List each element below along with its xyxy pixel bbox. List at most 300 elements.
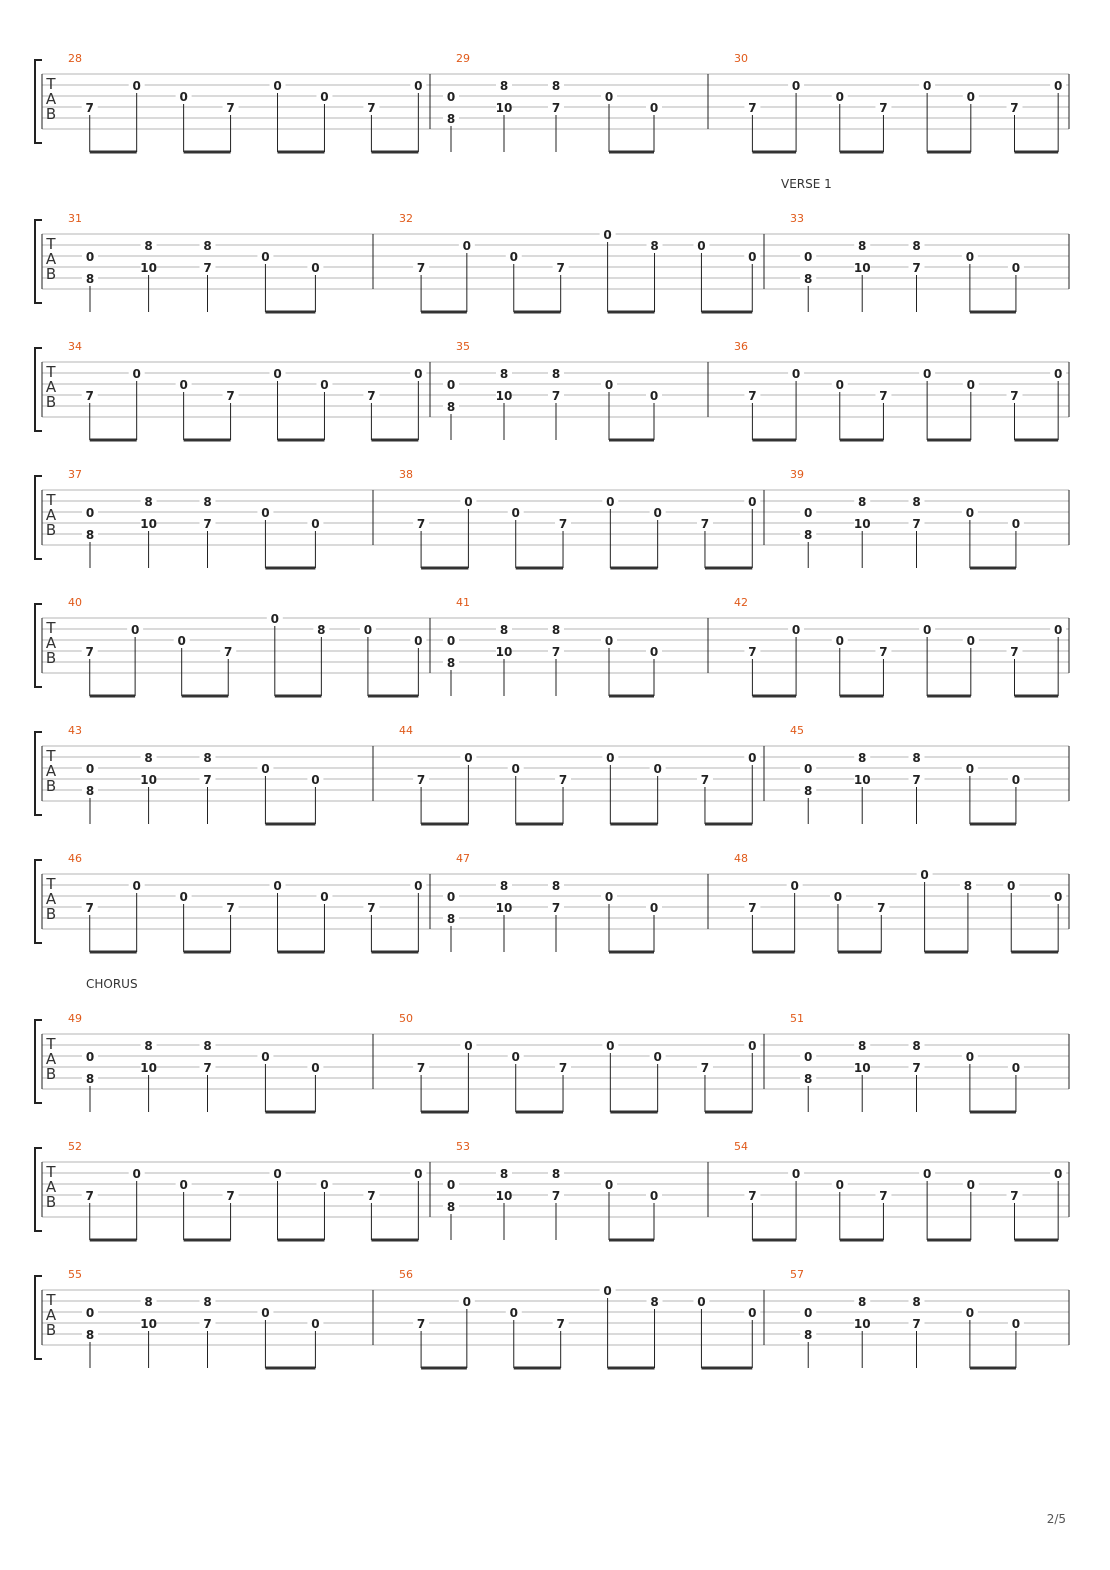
tab-system bbox=[35, 724, 1069, 824]
measure-number: 57 bbox=[790, 1268, 804, 1281]
fret-number: 0 bbox=[649, 645, 659, 659]
measure-number: 42 bbox=[734, 596, 748, 609]
fret-number: 0 bbox=[653, 1050, 662, 1064]
fret-number: 8 bbox=[446, 656, 456, 670]
tab-clef-letter: B bbox=[45, 393, 57, 411]
fret-number: 10 bbox=[853, 1061, 871, 1075]
fret-number: 0 bbox=[804, 1306, 813, 1320]
fret-number: 0 bbox=[604, 378, 614, 392]
fret-number: 8 bbox=[912, 239, 921, 253]
fret-number: 0 bbox=[311, 517, 320, 531]
measure-number: 49 bbox=[68, 1012, 82, 1025]
fret-number: 0 bbox=[1011, 1061, 1021, 1075]
measure-number: 43 bbox=[68, 724, 82, 737]
fret-number: 10 bbox=[140, 261, 157, 275]
fret-number: 10 bbox=[495, 389, 513, 403]
fret-number: 0 bbox=[446, 378, 456, 392]
fret-number: 8 bbox=[317, 623, 326, 637]
fret-number: 7 bbox=[1010, 389, 1019, 403]
fret-number: 8 bbox=[85, 528, 95, 542]
fret-number: 0 bbox=[965, 250, 975, 264]
fret-number: 7 bbox=[556, 261, 565, 275]
system-bracket bbox=[35, 732, 42, 815]
system-bracket bbox=[35, 348, 42, 431]
fret-number: 10 bbox=[495, 645, 513, 659]
tab-clef-letter: A bbox=[45, 378, 57, 396]
fret-number: 7 bbox=[1010, 645, 1019, 659]
fret-number: 8 bbox=[203, 1039, 212, 1053]
tab-clef-letter: B bbox=[45, 265, 57, 283]
fret-number: 8 bbox=[551, 623, 561, 637]
fret-number: 8 bbox=[499, 623, 509, 637]
fret-number: 0 bbox=[653, 506, 662, 520]
fret-number: 7 bbox=[367, 389, 376, 403]
fret-number: 0 bbox=[748, 1039, 757, 1053]
tab-clef-letter: A bbox=[45, 90, 57, 108]
fret-number: 0 bbox=[179, 1178, 188, 1192]
fret-number: 8 bbox=[203, 1295, 212, 1309]
fret-number: 0 bbox=[464, 1039, 473, 1053]
fret-number: 7 bbox=[700, 517, 710, 531]
measure-number: 33 bbox=[790, 212, 804, 225]
fret-number: 7 bbox=[226, 901, 235, 915]
fret-number: 7 bbox=[748, 101, 757, 115]
fret-number: 7 bbox=[748, 901, 757, 915]
measure-number: 46 bbox=[68, 852, 82, 865]
fret-number: 0 bbox=[132, 1167, 141, 1181]
fret-number: 7 bbox=[226, 101, 235, 115]
fret-number: 7 bbox=[551, 389, 561, 403]
system-bracket bbox=[35, 220, 42, 303]
fret-number: 8 bbox=[912, 1039, 921, 1053]
fret-number: 0 bbox=[965, 1306, 975, 1320]
fret-number: 7 bbox=[912, 1317, 921, 1331]
fret-number: 0 bbox=[509, 250, 518, 264]
tab-clef-letter: A bbox=[45, 1178, 57, 1196]
fret-number: 8 bbox=[499, 879, 509, 893]
fret-number: 0 bbox=[446, 890, 456, 904]
fret-number: 7 bbox=[879, 1189, 888, 1203]
fret-number: 0 bbox=[320, 378, 329, 392]
fret-number: 10 bbox=[495, 901, 513, 915]
fret-number: 0 bbox=[603, 1284, 612, 1298]
tab-systems bbox=[35, 52, 1069, 1368]
tab-system bbox=[35, 1268, 1069, 1368]
fret-number: 8 bbox=[858, 1295, 867, 1309]
fret-number: 0 bbox=[606, 751, 615, 765]
fret-number: 7 bbox=[912, 517, 921, 531]
system-bracket bbox=[35, 60, 42, 143]
fret-number: 0 bbox=[965, 762, 975, 776]
fret-number: 0 bbox=[273, 1167, 282, 1181]
tab-clef-letter: B bbox=[45, 105, 57, 123]
fret-number: 7 bbox=[203, 517, 212, 531]
measure-number: 38 bbox=[399, 468, 413, 481]
fret-number: 0 bbox=[414, 634, 423, 648]
fret-number: 0 bbox=[85, 1306, 95, 1320]
tab-clef-letter: T bbox=[46, 491, 56, 509]
fret-number: 0 bbox=[132, 879, 141, 893]
fret-number: 0 bbox=[922, 623, 932, 637]
system-bracket bbox=[35, 476, 42, 559]
fret-number: 0 bbox=[966, 634, 975, 648]
fret-number: 8 bbox=[446, 112, 456, 126]
measure-number: 48 bbox=[734, 852, 748, 865]
fret-number: 0 bbox=[653, 762, 662, 776]
tab-clef-letter: B bbox=[45, 1193, 57, 1211]
fret-number: 0 bbox=[464, 751, 473, 765]
fret-number: 0 bbox=[966, 1178, 975, 1192]
tab-clef-letter: T bbox=[46, 363, 56, 381]
fret-number: 7 bbox=[912, 773, 921, 787]
fret-number: 0 bbox=[179, 90, 188, 104]
fret-number: 0 bbox=[446, 90, 456, 104]
fret-number: 0 bbox=[511, 762, 520, 776]
fret-number: 7 bbox=[912, 1061, 921, 1075]
measure-number: 50 bbox=[399, 1012, 413, 1025]
measure-number: 32 bbox=[399, 212, 413, 225]
tab-clef-letter: T bbox=[46, 235, 56, 253]
tab-clef-letter: T bbox=[46, 1035, 56, 1053]
measure-number: 53 bbox=[456, 1140, 470, 1153]
page-number: 2/5 bbox=[1046, 1512, 1066, 1526]
measure-number: 56 bbox=[399, 1268, 413, 1281]
tab-clef-letter: A bbox=[45, 634, 57, 652]
fret-number: 0 bbox=[270, 612, 279, 626]
measure-number: 45 bbox=[790, 724, 804, 737]
fret-number: 0 bbox=[462, 1295, 472, 1309]
tab-clef-letter: B bbox=[45, 1321, 57, 1339]
fret-number: 0 bbox=[273, 79, 282, 93]
fret-number: 7 bbox=[416, 517, 426, 531]
tab-system bbox=[35, 1140, 1069, 1240]
fret-number: 0 bbox=[833, 890, 843, 904]
fret-number: 8 bbox=[203, 239, 212, 253]
fret-number: 7 bbox=[416, 1061, 426, 1075]
fret-number: 0 bbox=[462, 239, 472, 253]
fret-number: 7 bbox=[85, 1189, 94, 1203]
tab-system bbox=[35, 977, 1069, 1112]
measure-number: 37 bbox=[68, 468, 82, 481]
fret-number: 8 bbox=[499, 367, 509, 381]
tab-system bbox=[35, 177, 1069, 312]
fret-number: 0 bbox=[649, 1189, 659, 1203]
fret-number: 0 bbox=[791, 367, 801, 381]
tab-system bbox=[35, 340, 1069, 440]
fret-number: 10 bbox=[853, 517, 871, 531]
fret-number: 0 bbox=[320, 890, 329, 904]
fret-number: 0 bbox=[130, 623, 140, 637]
fret-number: 10 bbox=[495, 1189, 513, 1203]
measure-number: 47 bbox=[456, 852, 470, 865]
fret-number: 0 bbox=[791, 79, 801, 93]
fret-number: 0 bbox=[509, 1306, 518, 1320]
fret-number: 0 bbox=[179, 378, 188, 392]
section-label: CHORUS bbox=[86, 977, 138, 991]
fret-number: 0 bbox=[320, 1178, 329, 1192]
tab-clef-letter: T bbox=[46, 1163, 56, 1181]
fret-number: 0 bbox=[1053, 623, 1063, 637]
fret-number: 8 bbox=[85, 1328, 95, 1342]
fret-number: 0 bbox=[414, 79, 423, 93]
fret-number: 0 bbox=[965, 1050, 975, 1064]
fret-number: 7 bbox=[558, 517, 568, 531]
tab-clef-letter: B bbox=[45, 1065, 57, 1083]
fret-number: 0 bbox=[748, 1306, 757, 1320]
fret-number: 0 bbox=[922, 367, 932, 381]
system-bracket bbox=[35, 1276, 42, 1359]
fret-number: 0 bbox=[966, 378, 975, 392]
fret-number: 8 bbox=[912, 495, 921, 509]
tab-clef-letter: A bbox=[45, 250, 57, 268]
measure-number: 34 bbox=[68, 340, 82, 353]
measure-number: 36 bbox=[734, 340, 748, 353]
fret-number: 7 bbox=[551, 901, 561, 915]
fret-number: 0 bbox=[965, 506, 975, 520]
fret-number: 7 bbox=[1010, 1189, 1019, 1203]
fret-number: 7 bbox=[203, 1317, 212, 1331]
fret-number: 8 bbox=[144, 751, 153, 765]
fret-number: 0 bbox=[606, 1039, 615, 1053]
fret-number: 0 bbox=[748, 751, 757, 765]
fret-number: 0 bbox=[604, 1178, 614, 1192]
fret-number: 0 bbox=[835, 378, 844, 392]
fret-number: 8 bbox=[446, 1200, 456, 1214]
fret-number: 0 bbox=[511, 1050, 520, 1064]
fret-number: 0 bbox=[1053, 79, 1063, 93]
fret-number: 7 bbox=[879, 101, 888, 115]
fret-number: 8 bbox=[85, 1072, 95, 1086]
fret-number: 0 bbox=[604, 634, 614, 648]
fret-number: 0 bbox=[132, 367, 141, 381]
fret-number: 7 bbox=[85, 101, 94, 115]
fret-number: 0 bbox=[132, 79, 141, 93]
fret-number: 7 bbox=[367, 101, 376, 115]
fret-number: 0 bbox=[966, 90, 975, 104]
measure-number: 30 bbox=[734, 52, 748, 65]
fret-number: 7 bbox=[912, 261, 921, 275]
fret-number: 8 bbox=[804, 1072, 813, 1086]
fret-number: 7 bbox=[700, 773, 710, 787]
fret-number: 0 bbox=[1053, 890, 1063, 904]
fret-number: 7 bbox=[879, 645, 888, 659]
tab-clef-letter: A bbox=[45, 1306, 57, 1324]
fret-number: 8 bbox=[144, 1295, 153, 1309]
fret-number: 8 bbox=[144, 495, 153, 509]
fret-number: 0 bbox=[261, 1050, 270, 1064]
fret-number: 0 bbox=[1011, 261, 1021, 275]
tab-clef-letter: A bbox=[45, 762, 57, 780]
fret-number: 0 bbox=[261, 1306, 270, 1320]
fret-number: 7 bbox=[203, 773, 212, 787]
measure-number: 39 bbox=[790, 468, 804, 481]
tab-clef-letter: T bbox=[46, 75, 56, 93]
fret-number: 0 bbox=[603, 228, 612, 242]
fret-number: 0 bbox=[446, 1178, 456, 1192]
tab-system bbox=[35, 52, 1069, 152]
fret-number: 0 bbox=[835, 634, 844, 648]
fret-number: 7 bbox=[879, 389, 888, 403]
fret-number: 7 bbox=[551, 645, 561, 659]
measure-number: 35 bbox=[456, 340, 470, 353]
fret-number: 0 bbox=[790, 879, 799, 893]
fret-number: 8 bbox=[203, 495, 212, 509]
tab-clef-letter: B bbox=[45, 777, 57, 795]
fret-number: 7 bbox=[551, 1189, 561, 1203]
tab-clef-letter: A bbox=[45, 1050, 57, 1068]
fret-number: 0 bbox=[791, 1167, 801, 1181]
fret-number: 7 bbox=[203, 1061, 212, 1075]
measure-number: 54 bbox=[734, 1140, 748, 1153]
fret-number: 8 bbox=[85, 784, 95, 798]
fret-number: 0 bbox=[1011, 773, 1021, 787]
fret-number: 0 bbox=[1007, 879, 1016, 893]
fret-number: 8 bbox=[804, 272, 813, 286]
fret-number: 8 bbox=[499, 1167, 509, 1181]
fret-number: 8 bbox=[912, 1295, 921, 1309]
system-bracket bbox=[35, 860, 42, 943]
fret-number: 7 bbox=[85, 389, 94, 403]
tab-clef-letter: B bbox=[45, 905, 57, 923]
fret-number: 8 bbox=[650, 1295, 659, 1309]
measure-number: 41 bbox=[456, 596, 470, 609]
tab-clef-letter: A bbox=[45, 506, 57, 524]
fret-number: 8 bbox=[858, 1039, 867, 1053]
fret-number: 7 bbox=[416, 773, 426, 787]
fret-number: 0 bbox=[606, 495, 615, 509]
tab-clef-letter: T bbox=[46, 1291, 56, 1309]
fret-number: 0 bbox=[363, 623, 373, 637]
fret-number: 7 bbox=[748, 389, 757, 403]
fret-number: 0 bbox=[85, 250, 95, 264]
fret-number: 10 bbox=[495, 101, 513, 115]
system-bracket bbox=[35, 1148, 42, 1231]
fret-number: 8 bbox=[804, 784, 813, 798]
fret-number: 7 bbox=[367, 901, 376, 915]
measure-number: 55 bbox=[68, 1268, 82, 1281]
fret-number: 8 bbox=[912, 751, 921, 765]
tab-clef-letter: T bbox=[46, 619, 56, 637]
fret-number: 8 bbox=[446, 400, 456, 414]
fret-number: 8 bbox=[144, 1039, 153, 1053]
fret-number: 10 bbox=[140, 517, 157, 531]
fret-number: 0 bbox=[804, 250, 813, 264]
fret-number: 7 bbox=[85, 645, 94, 659]
fret-number: 7 bbox=[224, 645, 233, 659]
tab-clef-letter: T bbox=[46, 747, 56, 765]
tab-system bbox=[35, 468, 1069, 568]
fret-number: 8 bbox=[203, 751, 212, 765]
measure-number: 28 bbox=[68, 52, 82, 65]
fret-number: 7 bbox=[748, 645, 757, 659]
fret-number: 8 bbox=[446, 912, 456, 926]
fret-number: 0 bbox=[261, 250, 270, 264]
fret-number: 0 bbox=[311, 261, 320, 275]
fret-number: 0 bbox=[922, 79, 932, 93]
fret-number: 0 bbox=[85, 762, 95, 776]
fret-number: 8 bbox=[804, 528, 813, 542]
fret-number: 0 bbox=[1011, 1317, 1021, 1331]
section-label: VERSE 1 bbox=[781, 177, 832, 191]
fret-number: 0 bbox=[179, 890, 188, 904]
fret-number: 0 bbox=[835, 90, 844, 104]
fret-number: 0 bbox=[414, 1167, 423, 1181]
fret-number: 8 bbox=[804, 1328, 813, 1342]
fret-number: 8 bbox=[858, 751, 867, 765]
fret-number: 8 bbox=[650, 239, 659, 253]
fret-number: 0 bbox=[85, 506, 95, 520]
fret-number: 0 bbox=[464, 495, 473, 509]
fret-number: 7 bbox=[748, 1189, 757, 1203]
fret-number: 7 bbox=[551, 101, 561, 115]
system-bracket bbox=[35, 604, 42, 687]
fret-number: 7 bbox=[226, 1189, 235, 1203]
measure-number: 51 bbox=[790, 1012, 804, 1025]
fret-number: 0 bbox=[311, 773, 320, 787]
fret-number: 8 bbox=[144, 239, 153, 253]
fret-number: 0 bbox=[748, 495, 757, 509]
fret-number: 0 bbox=[804, 762, 813, 776]
fret-number: 8 bbox=[499, 79, 509, 93]
fret-number: 7 bbox=[700, 1061, 710, 1075]
fret-number: 0 bbox=[446, 634, 456, 648]
fret-number: 8 bbox=[551, 1167, 561, 1181]
fret-number: 0 bbox=[697, 1295, 706, 1309]
fret-number: 0 bbox=[1011, 517, 1021, 531]
fret-number: 0 bbox=[273, 879, 282, 893]
tab-system bbox=[35, 852, 1069, 952]
fret-number: 8 bbox=[551, 879, 561, 893]
fret-number: 0 bbox=[604, 890, 614, 904]
fret-number: 7 bbox=[367, 1189, 376, 1203]
fret-number: 0 bbox=[922, 1167, 932, 1181]
tab-clef-letter: A bbox=[45, 890, 57, 908]
fret-number: 7 bbox=[558, 773, 568, 787]
fret-number: 7 bbox=[226, 389, 235, 403]
fret-number: 0 bbox=[649, 901, 659, 915]
fret-number: 8 bbox=[551, 367, 561, 381]
fret-number: 0 bbox=[604, 90, 614, 104]
fret-number: 8 bbox=[858, 239, 867, 253]
fret-number: 7 bbox=[416, 1317, 426, 1331]
fret-number: 7 bbox=[1010, 101, 1019, 115]
fret-number: 7 bbox=[416, 261, 426, 275]
fret-number: 0 bbox=[511, 506, 520, 520]
system-bracket bbox=[35, 1020, 42, 1103]
tab-clef-letter: B bbox=[45, 649, 57, 667]
fret-number: 10 bbox=[853, 773, 871, 787]
fret-number: 10 bbox=[140, 773, 157, 787]
fret-number: 0 bbox=[1053, 367, 1063, 381]
fret-number: 10 bbox=[140, 1317, 157, 1331]
fret-number: 0 bbox=[804, 506, 813, 520]
fret-number: 0 bbox=[273, 367, 282, 381]
fret-number: 0 bbox=[261, 506, 270, 520]
fret-number: 10 bbox=[140, 1061, 157, 1075]
measure-number: 40 bbox=[68, 596, 82, 609]
fret-number: 8 bbox=[85, 272, 95, 286]
fret-number: 0 bbox=[697, 239, 706, 253]
measure-number: 29 bbox=[456, 52, 470, 65]
fret-number: 0 bbox=[320, 90, 329, 104]
tab-system bbox=[35, 596, 1069, 696]
fret-number: 7 bbox=[556, 1317, 565, 1331]
fret-number: 7 bbox=[558, 1061, 568, 1075]
fret-number: 0 bbox=[85, 1050, 95, 1064]
fret-number: 0 bbox=[1053, 1167, 1063, 1181]
measure-number: 44 bbox=[399, 724, 413, 737]
measure-number: 52 bbox=[68, 1140, 82, 1153]
